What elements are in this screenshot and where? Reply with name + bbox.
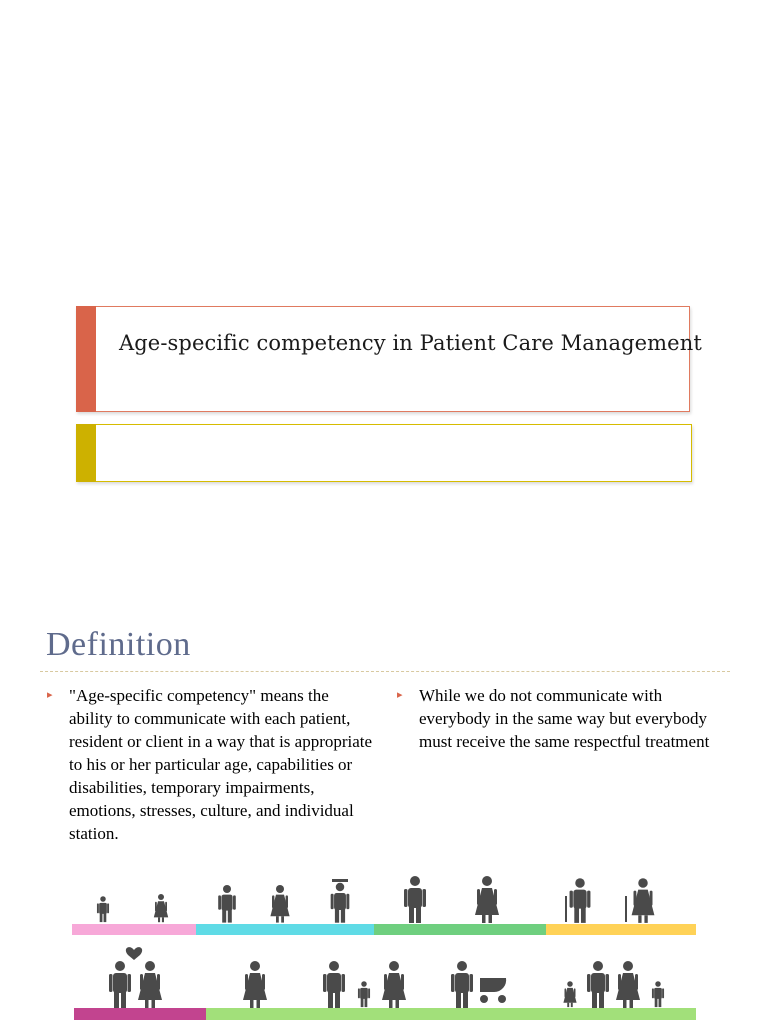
- bullet-text: "Age-specific competency" means the ability to communicate with each patient, resident or client in a way that is appropriate to his or her particular age, capabilities or disabilities, temporary impairments, emotions, stresses, culture, and individual station.: [69, 686, 373, 843]
- age-groups-illustration: [70, 866, 700, 1024]
- definition-heading: Definition: [46, 626, 191, 663]
- top-row-figures: [97, 876, 654, 923]
- bullet-text: While we do not communicate with everybody in the same way but everybody must receive the same respectful treatment: [419, 686, 710, 751]
- definition-bullet-2: [397, 684, 719, 753]
- title-box: [76, 306, 702, 412]
- people-figures-graphic: [70, 866, 700, 1024]
- top-color-bands: [72, 924, 696, 935]
- bullet-arrow-icon: ▸: [47, 689, 53, 701]
- bullet-arrow-icon: ▸: [397, 689, 403, 701]
- definition-bullet-1: [47, 684, 375, 845]
- heading-divider: [40, 671, 730, 672]
- slide-title: Age-specific competency in Patient Care Management: [119, 331, 702, 355]
- bottom-color-bands: [74, 1008, 696, 1020]
- subtitle-accent-bar: [76, 424, 96, 482]
- title-accent-bar: [76, 306, 96, 412]
- bottom-row-figures: [109, 947, 664, 1008]
- subtitle-box: [76, 424, 692, 482]
